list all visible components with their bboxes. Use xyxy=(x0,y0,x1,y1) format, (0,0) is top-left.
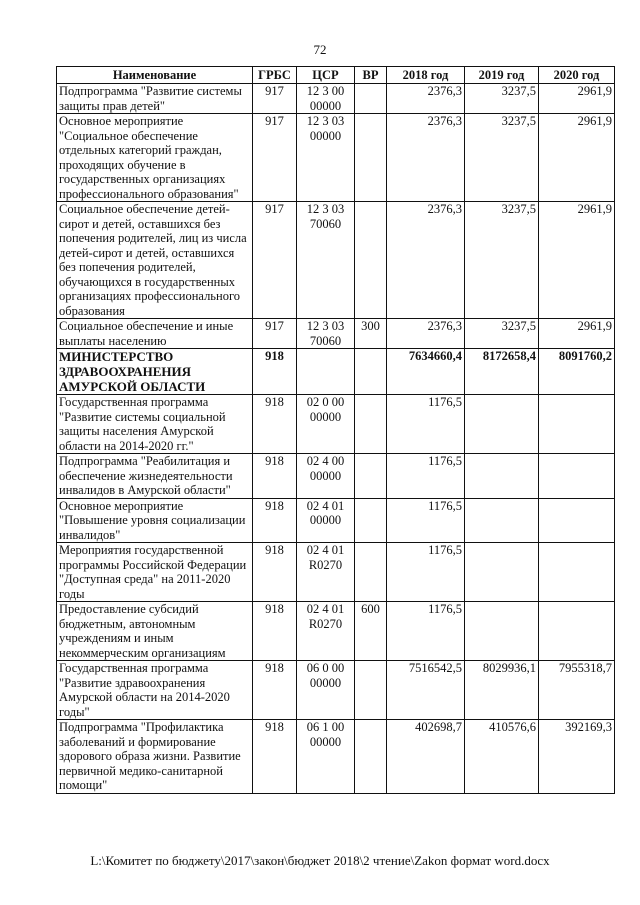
header-csr: ЦСР xyxy=(297,67,355,84)
cell-name: Подпрограмма "Реабилитация и обеспечение жизнедеятельности инвалидов в Амурской области" xyxy=(57,454,253,499)
cell-grbs: 918 xyxy=(253,349,297,395)
cell-csr xyxy=(297,349,355,395)
cell-csr: 02 4 01 00000 xyxy=(297,498,355,543)
cell-2019: 3237,5 xyxy=(465,319,539,349)
cell-2020: 2961,9 xyxy=(539,319,615,349)
cell-2020 xyxy=(539,543,615,602)
cell-2019 xyxy=(465,602,539,661)
cell-2019: 3237,5 xyxy=(465,202,539,319)
table-row xyxy=(57,498,615,543)
page-number: 72 xyxy=(313,42,327,57)
cell-vr xyxy=(355,395,387,454)
cell-2020: 2961,9 xyxy=(539,202,615,319)
cell-name: Социальное обеспечение детей-сирот и детей, оставшихся без попечения родителей, лиц из числа детей-сирот и детей, оставшихся без попечения родителей, обучающихся в государственных организациях профессионального образования xyxy=(57,202,253,319)
cell-grbs: 918 xyxy=(253,498,297,543)
header-2020: 2020 год xyxy=(539,67,615,84)
cell-2018: 1176,5 xyxy=(387,543,465,602)
cell-name: Мероприятия государственной программы Российской Федерации "Доступная среда" на 2011-2020 годы xyxy=(57,543,253,602)
cell-2018: 2376,3 xyxy=(387,202,465,319)
cell-2019: 410576,6 xyxy=(465,720,539,794)
cell-2018: 2376,3 xyxy=(387,319,465,349)
cell-grbs: 918 xyxy=(253,661,297,720)
cell-csr: 02 0 00 00000 xyxy=(297,395,355,454)
cell-2020: 392169,3 xyxy=(539,720,615,794)
cell-name: Подпрограмма "Профилактика заболеваний и формирование здорового образа жизни. Развитие первичной медико-санитарной помощи" xyxy=(57,720,253,794)
table-row xyxy=(57,454,615,499)
cell-vr: 300 xyxy=(355,319,387,349)
table-row xyxy=(57,543,615,602)
cell-grbs: 918 xyxy=(253,602,297,661)
cell-2019 xyxy=(465,454,539,499)
cell-csr: 12 3 03 00000 xyxy=(297,114,355,202)
cell-vr xyxy=(355,720,387,794)
header-vr: ВР xyxy=(355,67,387,84)
cell-2019: 8172658,4 xyxy=(465,349,539,395)
cell-grbs: 917 xyxy=(253,84,297,114)
cell-2020 xyxy=(539,454,615,499)
cell-csr: 02 4 00 00000 xyxy=(297,454,355,499)
table-header-row xyxy=(57,67,615,84)
cell-2018: 7634660,4 xyxy=(387,349,465,395)
cell-2019: 8029936,1 xyxy=(465,661,539,720)
cell-csr: 12 3 03 70060 xyxy=(297,319,355,349)
cell-vr xyxy=(355,202,387,319)
cell-csr: 02 4 01 R0270 xyxy=(297,543,355,602)
cell-2019 xyxy=(465,498,539,543)
cell-csr: 12 3 00 00000 xyxy=(297,84,355,114)
cell-name: Основное мероприятие "Повышение уровня социализации инвалидов" xyxy=(57,498,253,543)
cell-vr xyxy=(355,114,387,202)
cell-name: Социальное обеспечение и иные выплаты населению xyxy=(57,319,253,349)
cell-csr: 06 0 00 00000 xyxy=(297,661,355,720)
table-row xyxy=(57,602,615,661)
cell-2018: 1176,5 xyxy=(387,602,465,661)
cell-2018: 2376,3 xyxy=(387,114,465,202)
cell-2020: 2961,9 xyxy=(539,114,615,202)
header-grbs: ГРБС xyxy=(253,67,297,84)
cell-2020 xyxy=(539,602,615,661)
cell-2019: 3237,5 xyxy=(465,84,539,114)
cell-grbs: 917 xyxy=(253,202,297,319)
cell-vr xyxy=(355,498,387,543)
cell-csr: 12 3 03 70060 xyxy=(297,202,355,319)
cell-2020 xyxy=(539,395,615,454)
cell-2018: 1176,5 xyxy=(387,395,465,454)
cell-name: Государственная программа "Развитие системы социальной защиты населения Амурской области на 2014-2020 гг." xyxy=(57,395,253,454)
cell-vr: 600 xyxy=(355,602,387,661)
file-path-footer: L:\Комитет по бюджету\2017\закон\бюджет 2018\2 чтение\Zakon формат word.docx xyxy=(90,853,550,868)
cell-2019: 3237,5 xyxy=(465,114,539,202)
cell-2020: 7955318,7 xyxy=(539,661,615,720)
cell-2020: 8091760,2 xyxy=(539,349,615,395)
cell-vr xyxy=(355,543,387,602)
cell-2019 xyxy=(465,395,539,454)
cell-grbs: 917 xyxy=(253,114,297,202)
cell-name: Основное мероприятие "Социальное обеспечение отдельных категорий граждан, проходящих обучение в государственных организациях профессионального образования" xyxy=(57,114,253,202)
cell-name: Предоставление субсидий бюджетным, автономным учреждениям и иным некоммерческим организациям xyxy=(57,602,253,661)
cell-2018: 7516542,5 xyxy=(387,661,465,720)
table-row xyxy=(57,349,615,395)
table-row xyxy=(57,114,615,202)
cell-vr xyxy=(355,349,387,395)
cell-grbs: 918 xyxy=(253,720,297,794)
table-row xyxy=(57,395,615,454)
cell-2019 xyxy=(465,543,539,602)
cell-name: Государственная программа "Развитие здравоохранения Амурской области на 2014-2020 годы" xyxy=(57,661,253,720)
header-2019: 2019 год xyxy=(465,67,539,84)
table-row xyxy=(57,720,615,794)
cell-vr xyxy=(355,661,387,720)
cell-csr: 02 4 01 R0270 xyxy=(297,602,355,661)
cell-grbs: 918 xyxy=(253,454,297,499)
table-row xyxy=(57,84,615,114)
cell-2020: 2961,9 xyxy=(539,84,615,114)
cell-vr xyxy=(355,84,387,114)
cell-vr xyxy=(355,454,387,499)
cell-csr: 06 1 00 00000 xyxy=(297,720,355,794)
cell-grbs: 918 xyxy=(253,395,297,454)
cell-2018: 1176,5 xyxy=(387,454,465,499)
header-2018: 2018 год xyxy=(387,67,465,84)
table-row xyxy=(57,319,615,349)
table-body xyxy=(57,84,615,794)
header-name: Наименование xyxy=(57,67,253,84)
cell-2020 xyxy=(539,498,615,543)
cell-2018: 2376,3 xyxy=(387,84,465,114)
table-row xyxy=(57,661,615,720)
budget-table xyxy=(56,66,615,794)
cell-name: МИНИСТЕРСТВО ЗДРАВООХРАНЕНИЯ АМУРСКОЙ ОБЛАСТИ xyxy=(57,349,253,395)
table-row xyxy=(57,202,615,319)
cell-grbs: 917 xyxy=(253,319,297,349)
cell-2018: 402698,7 xyxy=(387,720,465,794)
cell-name: Подпрограмма "Развитие системы защиты прав детей" xyxy=(57,84,253,114)
cell-2018: 1176,5 xyxy=(387,498,465,543)
cell-grbs: 918 xyxy=(253,543,297,602)
